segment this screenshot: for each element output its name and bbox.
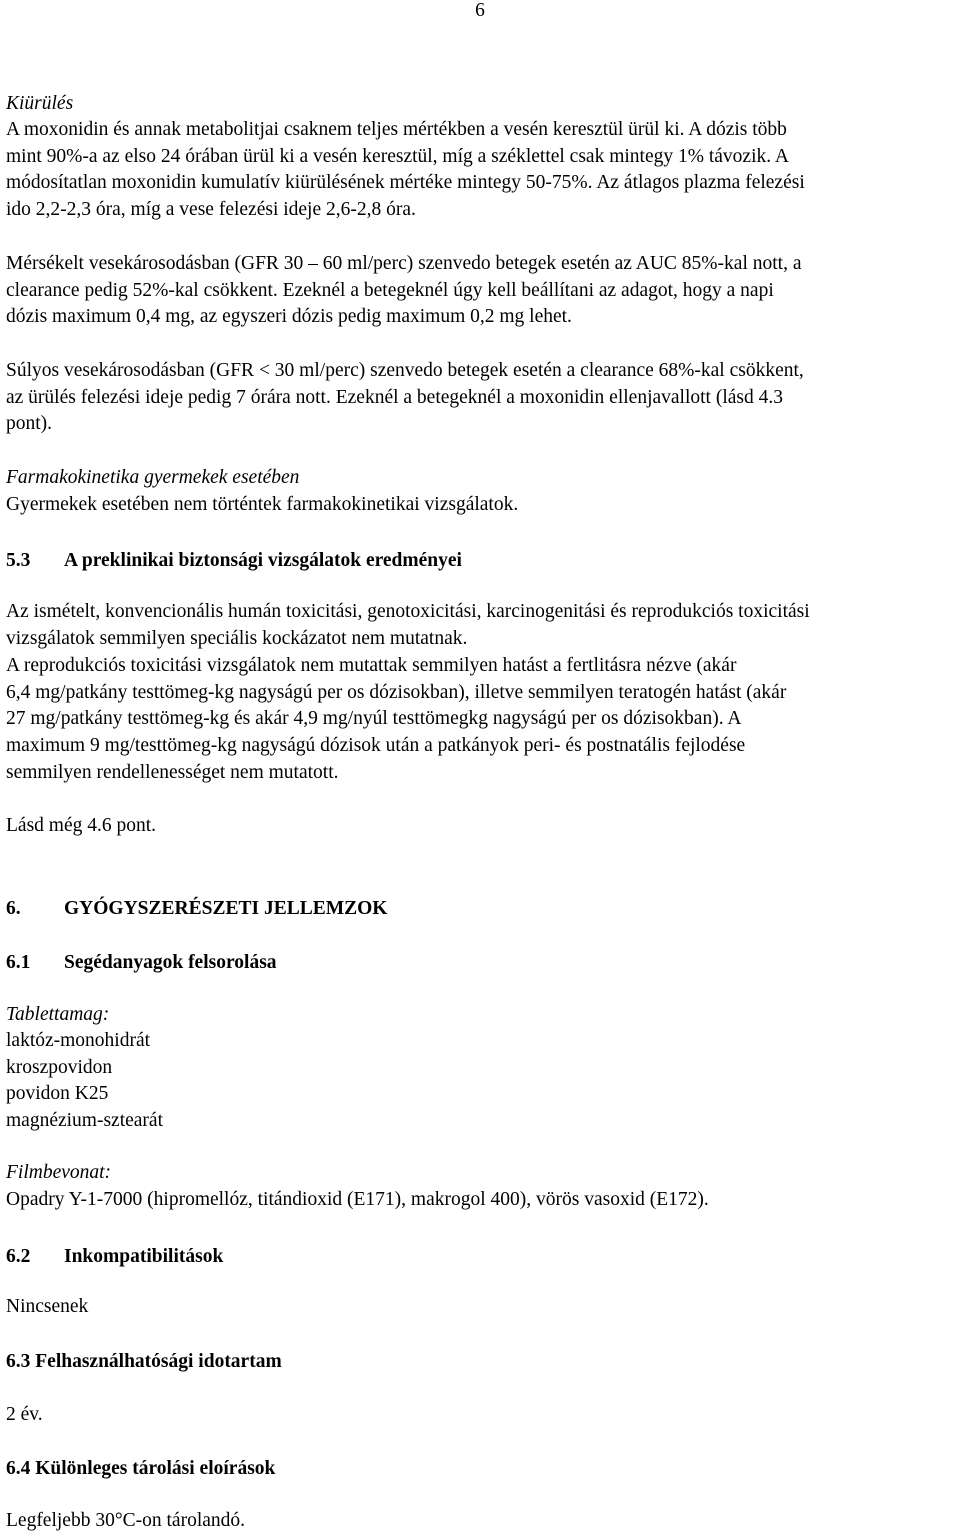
section-6-4-text: Legfeljebb 30°C-on tárolandó.	[6, 1510, 246, 1531]
section-title: Inkompatibilitások	[64, 1246, 224, 1267]
section-number: 6.	[6, 898, 21, 919]
section-6-4-heading: 6.4 Különleges tárolási eloírások	[6, 1458, 276, 1479]
farmakokinetika-text: Gyermekek esetében nem történtek farmakokinetikai vizsgálatok.	[6, 494, 519, 515]
tablet-core-item: laktóz-monohidrát	[6, 1030, 151, 1051]
film-coating-label: Filmbevonat:	[6, 1162, 112, 1183]
section-title: GYÓGYSZERÉSZETI JELLEMZOK	[64, 898, 388, 919]
kiurules-p2-line: dózis maximum 0,4 mg, az egyszeri dózis pedig maximum 0,2 mg lehet.	[6, 306, 572, 327]
tablet-core-item: magnézium-sztearát	[6, 1110, 163, 1131]
section-number: 5.3	[6, 550, 31, 571]
s53-p2-line: 6,4 mg/patkány testtömeg-kg nagyságú per os dózisokban), illetve semmilyen teratogén hatást (akár	[6, 682, 787, 703]
film-coating-text: Opadry Y-1-7000 (hipromellóz, titándioxid (E171), makrogol 400), vörös vasoxid (E172).	[6, 1189, 709, 1210]
kiurules-p3-line: az ürülés felezési ideje pedig 7 órára nott. Ezeknél a betegeknél a moxonidin ellenjavallott (lásd 4.3	[6, 387, 783, 408]
kiurules-p1-line: ido 2,2-2,3 óra, míg a vese felezési ideje 2,6-2,8 óra.	[6, 199, 416, 220]
section-6-heading	[6, 896, 952, 923]
s53-p2-line: A reprodukciós toxicitási vizsgálatok nem mutattak semmilyen hatást a fertlitásra nézve (akár	[6, 655, 737, 676]
kiurules-p3-line: Súlyos vesekárosodásban (GFR < 30 ml/perc) szenvedo betegek esetén a clearance 68%-kal csökkent,	[6, 360, 804, 381]
section-6-2-heading	[6, 1244, 952, 1271]
s53-see-also: Lásd még 4.6 pont.	[6, 815, 157, 836]
section-number: 6.2	[6, 1246, 31, 1267]
kiurules-p3-line: pont).	[6, 413, 53, 434]
s53-p2-line: semmilyen rendellenességet nem mutatott.	[6, 762, 339, 783]
section-6-1-heading	[6, 950, 952, 977]
kiurules-p2-line: Mérsékelt vesekárosodásban (GFR 30 – 60 ml/perc) szenvedo betegek esetén az AUC 85%-kal nott, a	[6, 253, 802, 274]
tablet-core-item: povidon K25	[6, 1083, 109, 1104]
s53-p1-line: vizsgálatok semmilyen speciális kockázatot nem mutatnak.	[6, 628, 468, 649]
kiurules-p1-line: mint 90%-a az elso 24 órában ürül ki a vesén keresztül, míg a széklettel csak mintegy 1% távozik. A	[6, 146, 790, 167]
farmakokinetika-heading: Farmakokinetika gyermekek esetében	[6, 467, 300, 488]
kiurules-p1-line: módosítatlan moxonidin kumulatív kiürülésének mértéke mintegy 50-75%. Az átlagos plazma felezési	[6, 172, 805, 193]
section-6-3-heading: 6.3 Felhasználhatósági idotartam	[6, 1351, 282, 1372]
tablet-core-item: kroszpovidon	[6, 1057, 113, 1078]
section-5-3-heading	[6, 548, 952, 575]
kiurules-p1-line: A moxonidin és annak metabolitjai csaknem teljes mértékben a vesén keresztül ürül ki. A dózis több	[6, 119, 787, 140]
section-number: 6.1	[6, 952, 31, 973]
s53-p2-line: maximum 9 mg/testtömeg-kg nagyságú dózisok után a patkányok peri- és postnatális fejlodése	[6, 735, 746, 756]
section-title: A preklinikai biztonsági vizsgálatok eredményei	[64, 550, 462, 571]
kiurules-heading: Kiürülés	[6, 93, 74, 114]
kiurules-p2-line: clearance pedig 52%-kal csökkent. Ezeknél a betegeknél úgy kell beállítani az adagot, hogy a napi	[6, 280, 774, 301]
s53-p2-line: 27 mg/patkány testtömeg-kg és akár 4,9 mg/nyúl testtömegkg nagyságú per os dózisokban). A	[6, 708, 742, 729]
section-6-3-text: 2 év.	[6, 1404, 43, 1425]
tablet-core-label: Tablettamag:	[6, 1004, 110, 1025]
page-number: 6	[475, 0, 485, 21]
section-6-2-text: Nincsenek	[6, 1296, 89, 1317]
section-title: Segédanyagok felsorolása	[64, 952, 277, 973]
s53-p1-line: Az ismételt, konvencionális humán toxicitási, genotoxicitási, karcinogenitási és reprodukciós toxicitási	[6, 601, 810, 622]
